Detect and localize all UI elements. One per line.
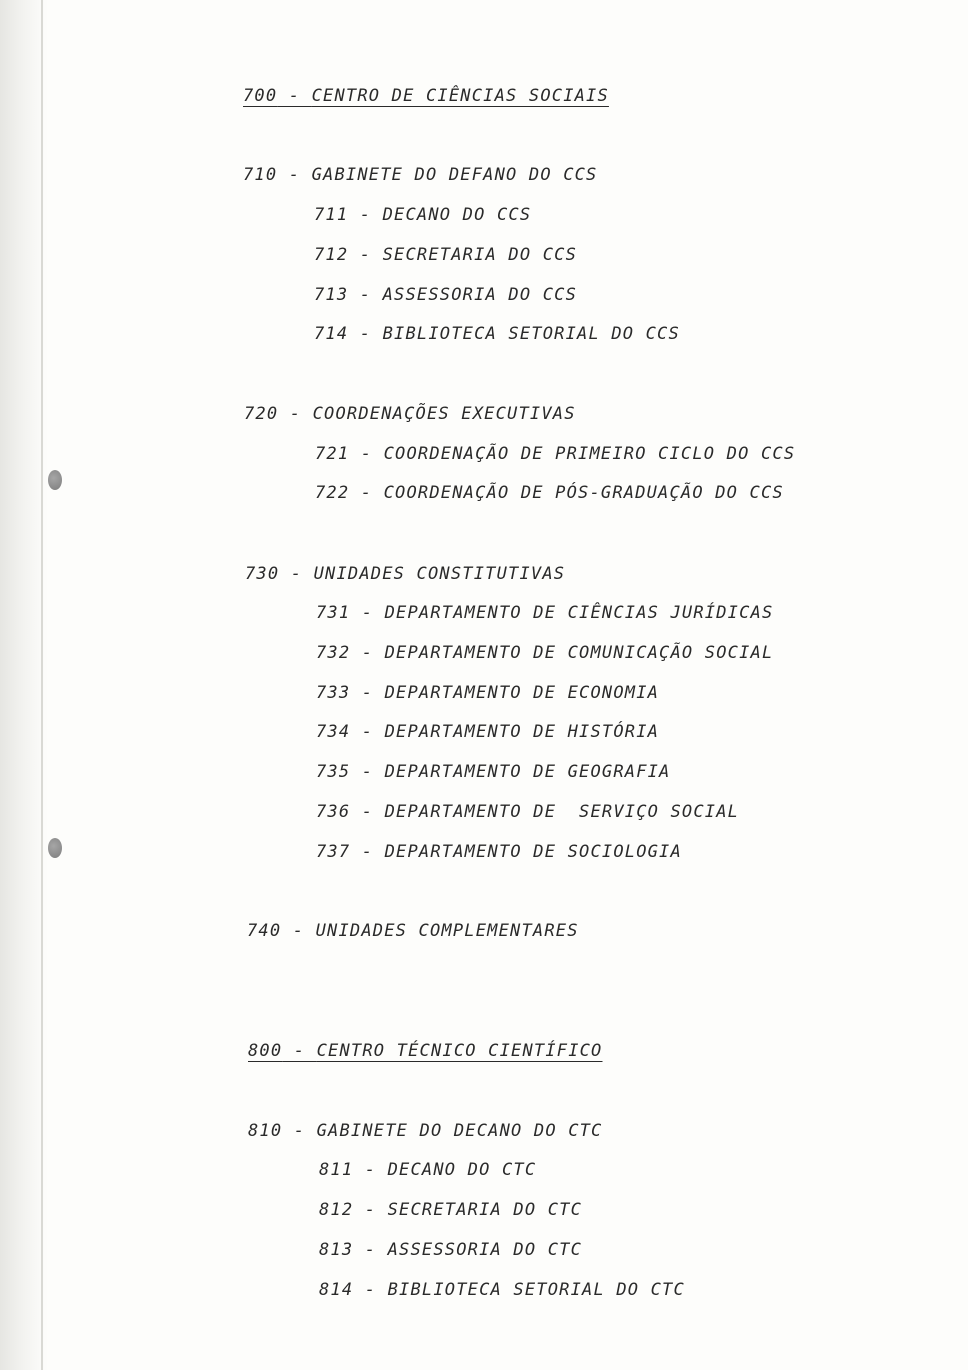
punch-hole bbox=[48, 838, 62, 858]
section-heading-800: 800 - CENTRO TÉCNICO CIENTÍFICO bbox=[248, 1041, 603, 1061]
list-item-734: 734 - DEPARTAMENTO DE HISTÓRIA bbox=[316, 722, 660, 742]
group-heading-710: 710 - GABINETE DO DEFANO DO CCS bbox=[243, 165, 598, 185]
list-item-733: 733 - DEPARTAMENTO DE ECONOMIA bbox=[316, 683, 660, 703]
list-item-731: 731 - DEPARTAMENTO DE CIÊNCIAS JURÍDICAS bbox=[316, 603, 774, 623]
section-heading-700: 700 - CENTRO DE CIÊNCIAS SOCIAIS bbox=[243, 86, 609, 106]
punch-hole bbox=[48, 470, 62, 490]
list-item-714: 714 - BIBLIOTECA SETORIAL DO CCS bbox=[314, 324, 680, 344]
list-item-712: 712 - SECRETARIA DO CCS bbox=[314, 245, 578, 265]
list-item-736: 736 - DEPARTAMENTO DE SERVIÇO SOCIAL bbox=[316, 802, 740, 822]
list-item-711: 711 - DECANO DO CCS bbox=[314, 205, 532, 225]
list-item-722: 722 - COORDENAÇÃO DE PÓS-GRADUAÇÃO DO CCS bbox=[315, 483, 784, 503]
page-fold-line bbox=[41, 0, 43, 1370]
list-item-721: 721 - COORDENAÇÃO DE PRIMEIRO CICLO DO CCS bbox=[315, 444, 796, 464]
group-heading-810: 810 - GABINETE DO DECANO DO CTC bbox=[248, 1121, 603, 1141]
list-item-814: 814 - BIBLIOTECA SETORIAL DO CTC bbox=[319, 1280, 685, 1300]
list-item-737: 737 - DEPARTAMENTO DE SOCIOLOGIA bbox=[316, 842, 682, 862]
list-item-735: 735 - DEPARTAMENTO DE GEOGRAFIA bbox=[316, 762, 671, 782]
group-heading-730: 730 - UNIDADES CONSTITUTIVAS bbox=[245, 564, 566, 584]
list-item-732: 732 - DEPARTAMENTO DE COMUNICAÇÃO SOCIAL bbox=[316, 643, 774, 663]
group-heading-740: 740 - UNIDADES COMPLEMENTARES bbox=[247, 921, 579, 941]
list-item-811: 811 - DECANO DO CTC bbox=[319, 1160, 537, 1180]
list-item-813: 813 - ASSESSORIA DO CTC bbox=[319, 1240, 583, 1260]
list-item-713: 713 - ASSESSORIA DO CCS bbox=[314, 285, 578, 305]
list-item-812: 812 - SECRETARIA DO CTC bbox=[319, 1200, 583, 1220]
group-heading-720: 720 - COORDENAÇÕES EXECUTIVAS bbox=[244, 404, 576, 424]
